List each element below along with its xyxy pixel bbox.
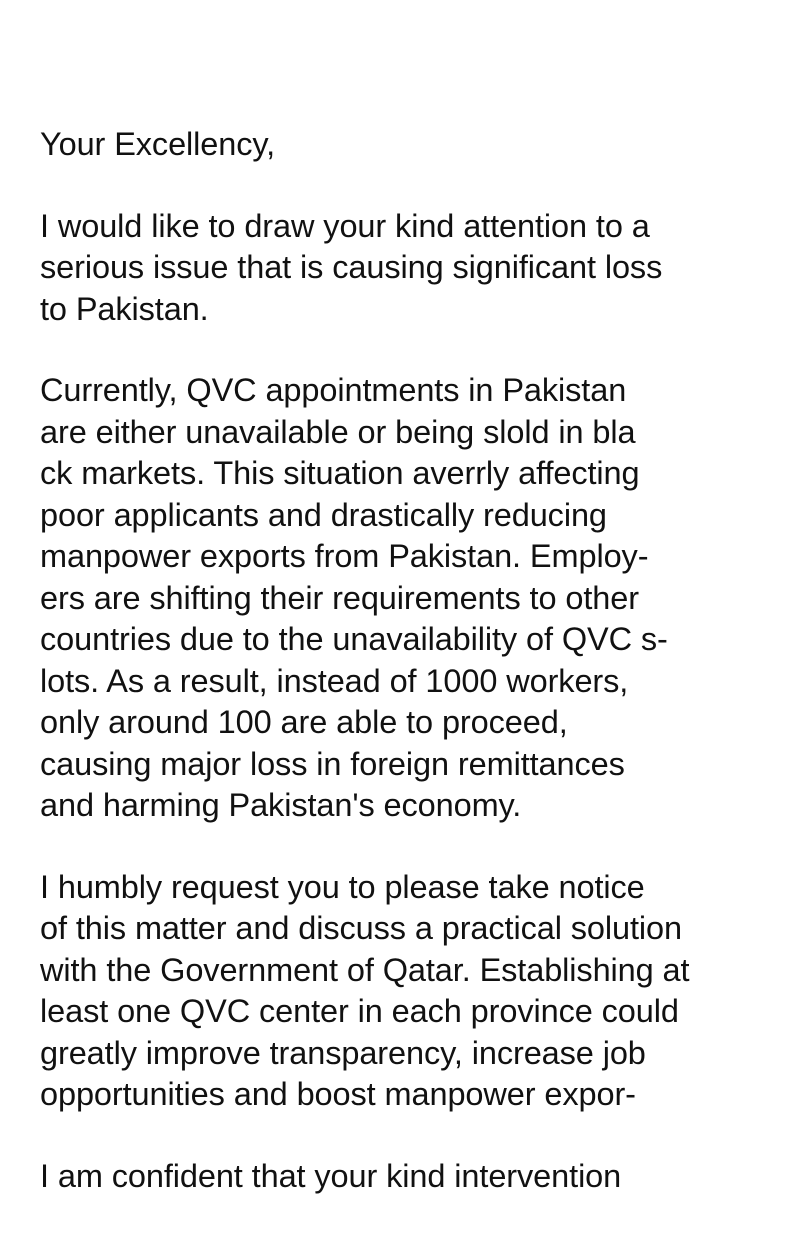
text-line: opportunities and boost manpower expor-: [40, 1076, 636, 1112]
paragraph-1: [40, 206, 780, 331]
text-line: causing major loss in foreign remittances: [40, 745, 625, 782]
text-line: serious issue that is causing significant loss: [40, 249, 663, 285]
letter-body: [40, 124, 780, 1237]
text-line: to Pakistan.: [40, 290, 209, 327]
text-line: poor applicants and drastically reducing: [40, 496, 607, 533]
text-line: and harming Pakistan's economy.: [40, 787, 522, 823]
text-line: of this matter and discuss a practical solution: [40, 910, 682, 946]
text-line: only around 100 are able to proceed,: [40, 704, 568, 740]
text-line: countries due to the unavailability of QVC s-: [40, 621, 668, 657]
text-line: Currently, QVC appointments in Pakistan: [40, 372, 627, 408]
paragraph-4: [40, 1156, 780, 1198]
paragraph-3: [40, 867, 780, 1116]
text-line: with the Government of Qatar. Establishing at: [40, 951, 690, 988]
text-line: least one QVC center in each province could: [40, 993, 679, 1029]
text-line: Your Excellency,: [40, 126, 276, 162]
text-line: are either unavailable or being slold in bla: [40, 413, 636, 450]
text-line: I would like to draw your kind attention to a: [40, 207, 650, 244]
text-line: ers are shifting their requirements to other: [40, 579, 639, 616]
text-line: ck markets. This situation averrly affecting: [40, 455, 640, 491]
paragraph-2: [40, 370, 780, 827]
salutation: [40, 124, 780, 166]
text-line: lots. As a result, instead of 1000 workers,: [40, 662, 629, 699]
text-line: I humbly request you to please take notice: [40, 868, 645, 905]
text-line: I am confident that your kind intervention: [40, 1157, 622, 1194]
text-line: manpower exports from Pakistan. Employ-: [40, 538, 649, 574]
text-line: greatly improve transparency, increase job: [40, 1034, 646, 1071]
